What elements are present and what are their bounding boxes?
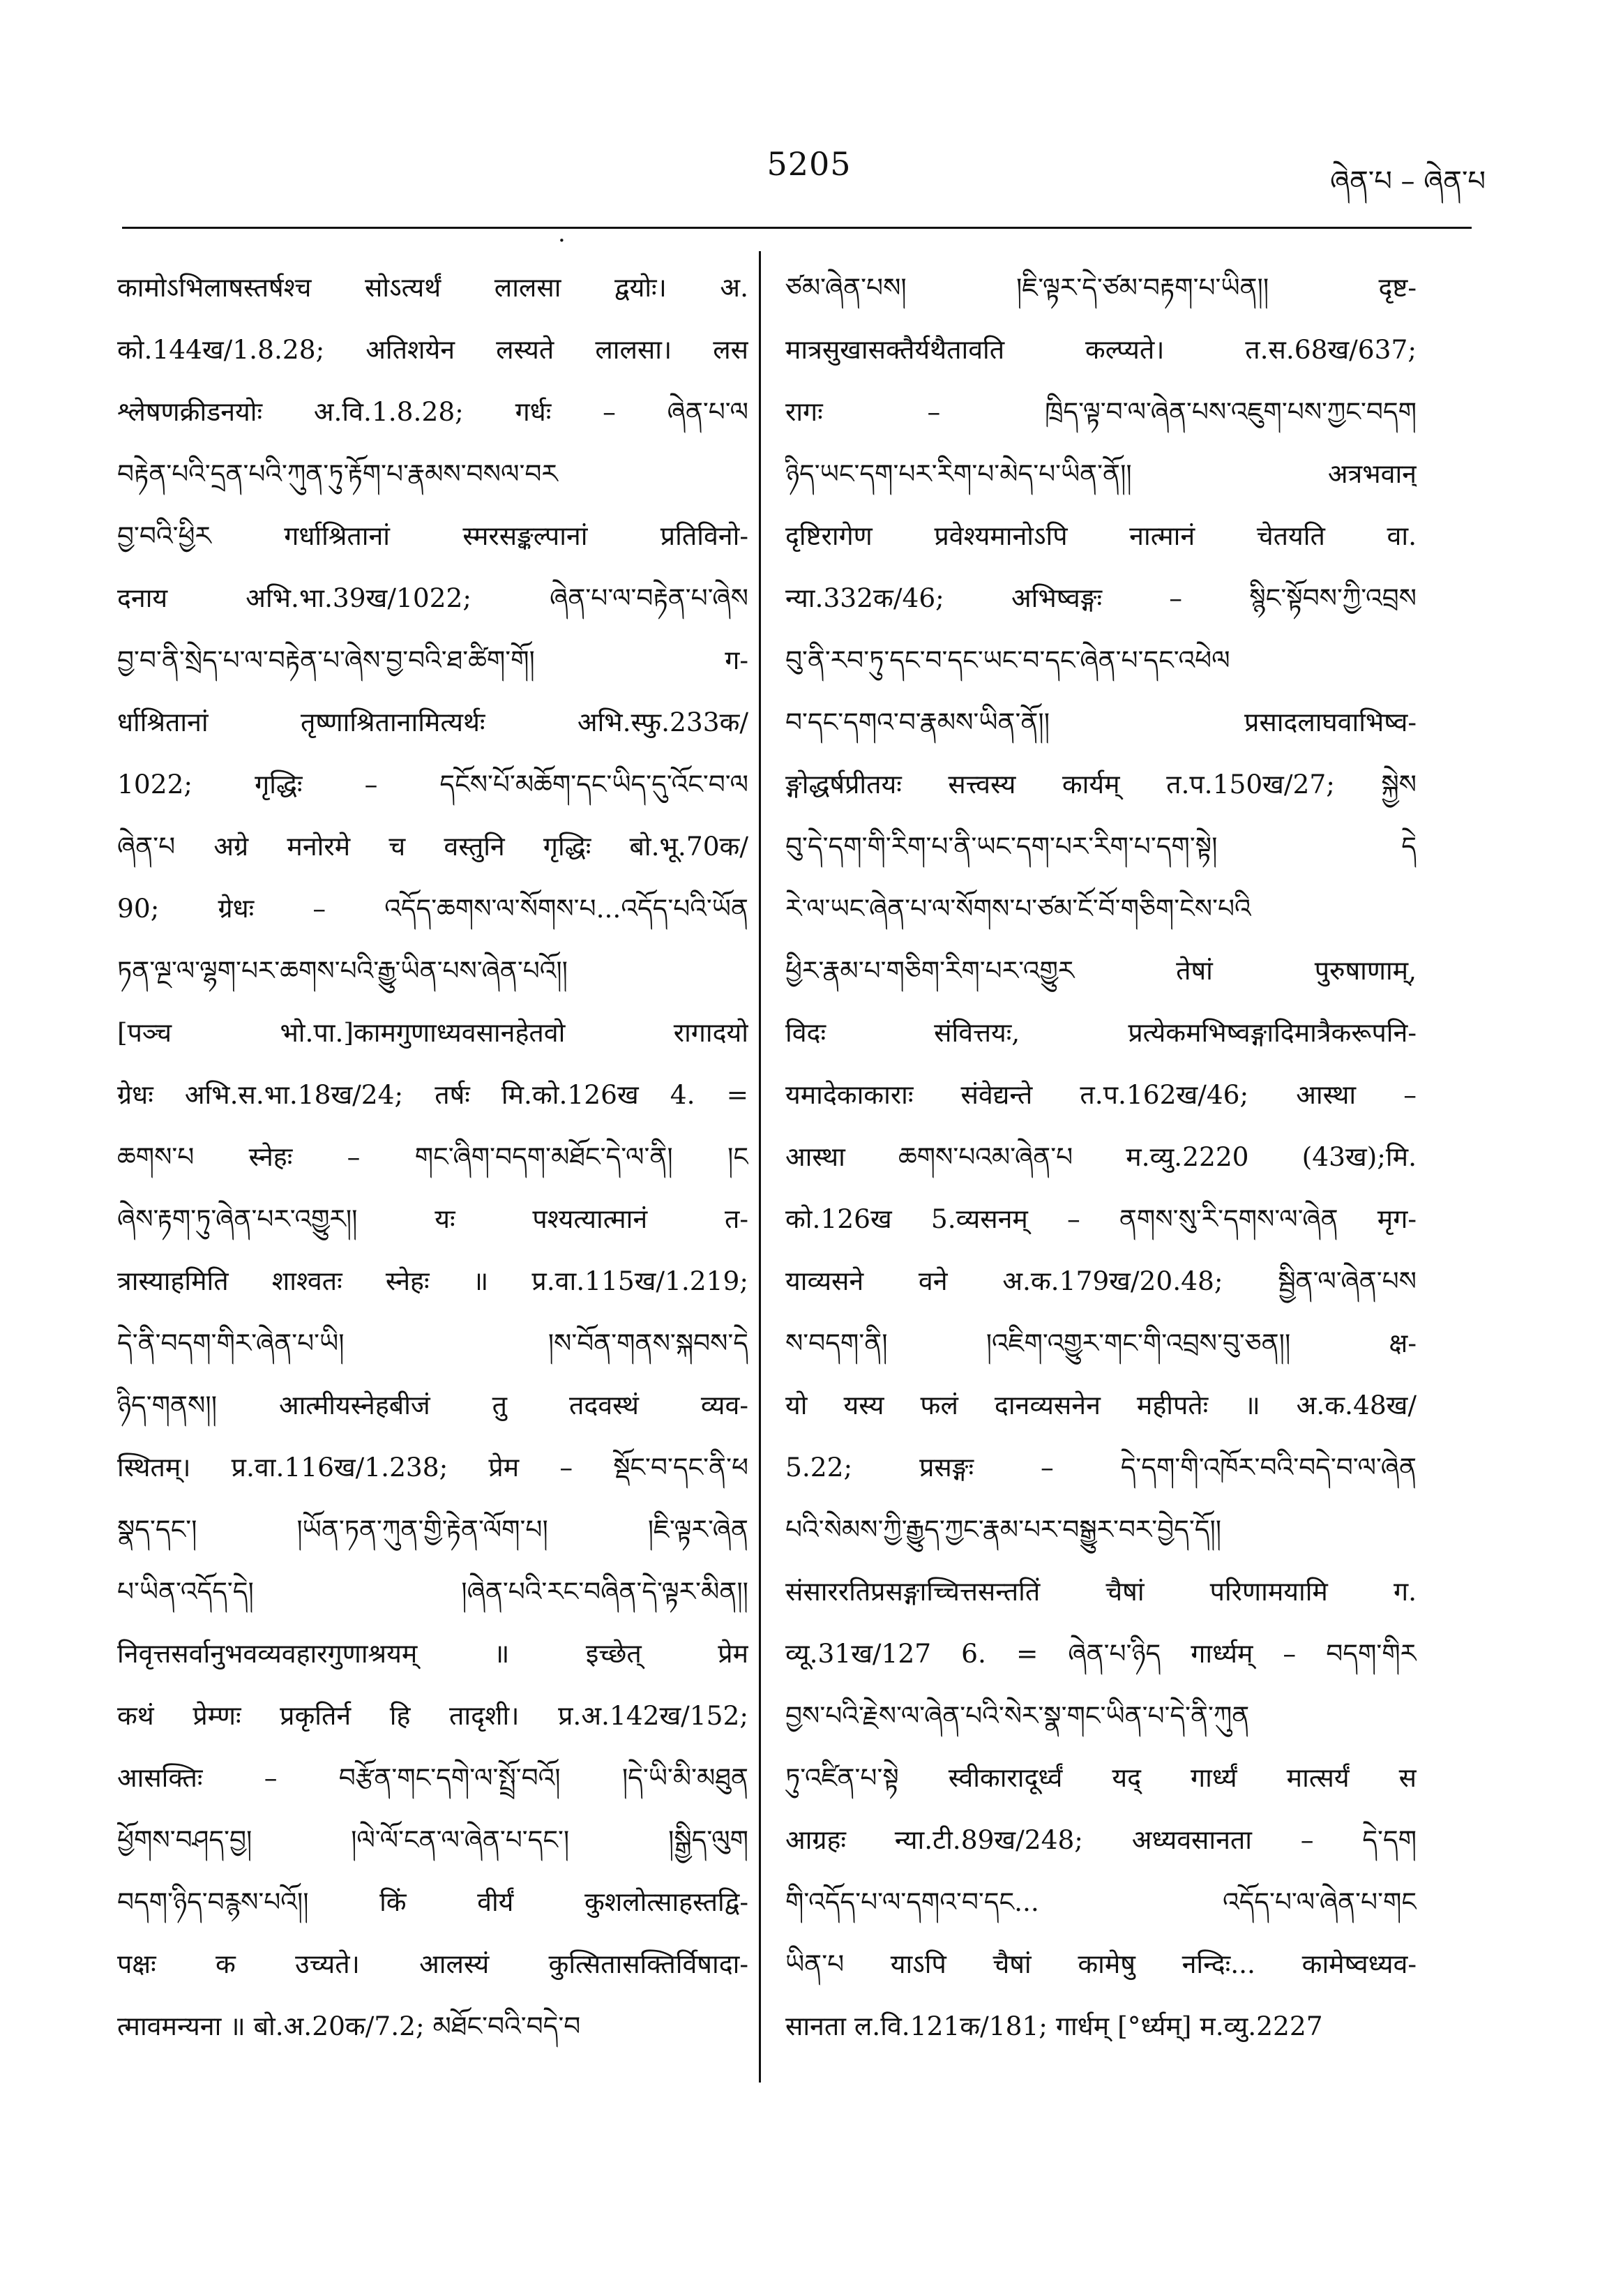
text-line: व्यू.31ख/127 6. = ཞེན་པ་ཉིད गार्ध्यम् – བདག་གིར <box>785 1638 1417 1669</box>
text-line: རེ་ལ་ཡང་ཞེན་པ་ལ་སོགས་པ་ཙམ་ངོ་བོ་གཅིག་ངེས་པའི <box>785 893 1251 924</box>
text-line: ङ्गोद्धर्षप्रीतयः सत्त्वस्य कार्यम् त.प.150ख/27; སྐྱེས <box>785 769 1417 800</box>
text-line: दृष्टिरागेण प्रवेश्यमानोऽपि नात्मानं चेतयति वा. <box>785 520 1417 551</box>
text-line: ཞེས་རྟག་ཏུ་ཞེན་པར་འགྱུར།། यः पश्यत्यात्मानं त- <box>117 1203 748 1234</box>
text-line: 1022; गृद्धिः – དངོས་པོ་མཆོག་དང་ཡིད་དུ་འོང་བ་ལ <box>117 769 748 800</box>
text-line: त्मावमन्यना ॥ बो.अ.20क/7.2; མཐོང་བའི་བདེ་བ <box>117 2011 581 2041</box>
text-line: 90; ग्रेधः – འདོད་ཆགས་ལ་སོགས་པ...འདོད་པའི་ཡོན <box>117 893 748 924</box>
text-line: དེ་ནི་བདག་གིར་ཞེན་པ་ཡི། །ས་བོན་གནས་སྐབས་དེ <box>117 1328 748 1358</box>
running-head: ཞེན་པ – ཞེན་པ <box>1330 165 1486 197</box>
text-line: पक्षः क उच्यते। आलस्यं कुत्सितासक्तिर्विषादा- <box>117 1949 748 1979</box>
text-line: བདག་ཉིད་བརྙས་པའོ།། किं वीर्यं कुशलोत्साहस्तद्वि- <box>117 1886 748 1917</box>
text-line: གི་འདོད་པ་ལ་དགའ་བ་དང... འདོད་པ་ལ་ཞེན་པ་གང <box>785 1886 1417 1917</box>
text-line: བརྟེན་པའི་དྲན་པའི་ཀུན་ཏུ་རྟོག་པ་རྣམས་བསལ་བར <box>117 458 558 489</box>
text-line: याव्यसने वने अ.क.179ख/20.48; སྦྱིན་ལ་ཞེན་པས <box>785 1266 1417 1296</box>
text-line: ཆགས་པ स्नेहः – གང་ཞིག་བདག་མཐོང་དེ་ལ་ནི། །ང <box>117 1141 748 1172</box>
text-line: यमादेकाकाराः संवेद्यन्ते त.प.162ख/46; आस्था – <box>785 1079 1417 1110</box>
column-divider <box>759 251 761 2083</box>
text-line: ཕྱིར་རྣམ་པ་གཅིག་རིག་པར་འགྱུར तेषां पुरुषाणाम्, <box>785 955 1417 986</box>
text-line: विदः संवित्तयः, प्रत्येकमभिष्वङ्गादिमात्रैकरूपनि- <box>785 1017 1417 1048</box>
text-line: आस्था ཆགས་པའམ་ཞེན་པ म.व्यु.2220 (43ख);मि. <box>785 1141 1417 1172</box>
text-line: यो यस्य फलं दानव्यसनेन महीपतेः ॥ अ.क.48ख/ <box>785 1390 1417 1420</box>
text-line: आग्रहः न्या.टी.89ख/248; अध्यवसानता – དེ་དག <box>785 1824 1417 1855</box>
stray-dot: · <box>558 227 566 255</box>
text-line: ཉིད་ཡང་དག་པར་རིག་པ་མེད་པ་ཡིན་ནོ།། अत्रभवान् <box>785 458 1417 489</box>
text-line: ཞེན་པ अग्रे मनोरमे च वस्तुनि गृद्धिः बो.भू.70क/ <box>117 831 748 862</box>
text-line: ཏན་ལྔ་ལ་ལྷག་པར་ཆགས་པའི་རྒྱུ་ཡིན་པས་ཞེན་པའོ།། <box>117 955 568 986</box>
text-line: 5.22; प्रसङ्गः – དེ་དག་གི་འཁོར་བའི་བདེ་བ་ལ་ཞེན <box>785 1452 1417 1483</box>
left-column <box>117 257 748 2057</box>
text-line: ग्रेधः अभि.स.भा.18ख/24; तर्षः मि.को.126ख 4. = <box>117 1079 748 1110</box>
text-line: [पञ्च भो.पा.]कामगुणाध्यवसानहेतवो रागादयो <box>117 1017 748 1048</box>
text-line: कामोऽभिलाषस्तर्षश्च सोऽत्यर्थं लालसा द्वयोः। अ. <box>117 272 748 303</box>
text-line: दनाय अभि.भा.39ख/1022; ཞེན་པ་ལ་བརྟེན་པ་ཞེས <box>117 583 748 613</box>
text-line: བྱས་པའི་རྗེས་ལ་ཞེན་པའི་སེར་སྣ་གང་ཡིན་པ་དེ་ནི་ཀུན <box>785 1700 1250 1731</box>
text-line: न्या.332क/46; अभिष्वङ्गः – སྙིང་སྟོབས་ཀྱི་འབྲས <box>785 583 1417 613</box>
text-line: सानता ल.वि.121क/181; गार्धम् [°र्ध्यम्] म.व्यु.2227 <box>785 2011 1323 2041</box>
text-line: मात्रसुखासक्तैर्यथैतावति कल्प्यते। त.स.68ख/637; <box>785 334 1417 365</box>
text-line: आसक्तिः – བརྩོན་གང་དགེ་ལ་སྤྲོ་བའོ། །དེ་ཡི་མི་མཐུན <box>117 1762 748 1793</box>
text-line: श्लेषणक्रीडनयोः अ.वि.1.8.28; गर्धः – ཞེན་པ་ལ <box>117 396 748 427</box>
text-line: ས་བདག་ནི། །འཇིག་འགྱུར་གང་གི་འབྲས་བུ་ཅན།། क्ष- <box>785 1328 1417 1358</box>
header-rule <box>122 227 1472 229</box>
right-column <box>785 257 1417 2057</box>
text-line: བུ་ནི་རབ་ཏུ་དང་བ་དང་ཡང་བ་དང་ཞེན་པ་དང་འཕེལ <box>785 645 1230 675</box>
text-line: ཕྱོགས་བཤད་བྱ། །ལེ་ལོ་ངན་ལ་ཞེན་པ་དང་། །སྒྱིད་ལུག <box>117 1824 748 1855</box>
text-line: कथं प्रेम्णः प्रकृतिर्न हि तादृशी। प्र.अ.142ख/152; <box>117 1700 748 1731</box>
text-line: को.144ख/1.8.28; अतिशयेन लस्यते लालसा। लस <box>117 334 748 365</box>
text-line: ཏུ་འཛིན་པ་སྟེ स्वीकारादूर्ध्वं यद् गार्ध्यं मात्सर्यं स <box>785 1762 1417 1793</box>
text-line: त्रास्याहमिति शाश्वतः स्नेहः ॥ प्र.वा.115ख/1.219; <box>117 1266 748 1296</box>
text-line: བ་དང་དགའ་བ་རྣམས་ཡིན་ནོ།། प्रसादलाघवाभिष्व- <box>785 707 1417 737</box>
text-line: ཙམ་ཞེན་པས། །ཇི་ལྟར་དེ་ཙམ་བརྟག་པ་ཡིན།། दृष्ट- <box>785 272 1417 303</box>
text-line: संसाररतिप्रसङ्गाच्चित्तसन्ततिं चैषां परिणामयामि ग. <box>785 1576 1417 1607</box>
text-line: བྱ་བའི་ཕྱིར गर्धाश्रितानां स्मरसङ्कल्पानां प्रतिविनो- <box>117 520 748 551</box>
text-line: ཉིད་གནས།། आत्मीयस्नेहबीजं तु तदवस्थं व्यव- <box>117 1390 748 1420</box>
text-line: སྣད་དང་། །ཡོན་ཏན་ཀུན་གྱི་རྟེན་ལོག་པ། །ཇི་ལྟར་ཞེན <box>117 1514 748 1545</box>
text-line: བྱ་བ་ནི་སྲེད་པ་ལ་བརྟེན་པ་ཞེས་བྱ་བའི་ཐ་ཚིག་གོ། ग- <box>117 645 748 675</box>
text-line: निवृत्तसर्वानुभवव्यवहारगुणाश्रयम् ॥ इच्छेत् प्रेम <box>117 1638 748 1669</box>
text-line: र्धाश्रितानां तृष्णाश्रितानामित्यर्थः अभि.स्फु.233क/ <box>117 707 748 737</box>
page-number: 5205 <box>767 145 852 183</box>
text-line: པའི་སེམས་ཀྱི་རྒྱུད་ཀྱང་རྣམ་པར་བསྒྱུར་བར་བྱེད་དོ།། <box>785 1514 1222 1545</box>
text-line: रागः – ཁྲིད་ལྟ་བ་ལ་ཞེན་པས་འཇུག་པས་ཀྱང་བདག <box>785 396 1417 427</box>
text-line: བུ་དེ་དག་གི་རིག་པ་ནི་ཡང་དག་པར་རིག་པ་དག་སྟེ། དེ <box>785 831 1417 862</box>
text-line: ཡིན་པ याऽपि चैषां कामेषु नन्दिः... कामेष्वध्यव- <box>785 1949 1417 1979</box>
text-line: स्थितम्। प्र.वा.116ख/1.238; प्रेम – སྡོང་བ་དང་ནི་ཕ <box>117 1452 748 1483</box>
text-line: को.126ख 5.व्यसनम् – ནགས་སུ་རི་དགས་ལ་ཞེན मृग- <box>785 1203 1417 1234</box>
text-line: པ་ཡིན་འདོད་དེ། །ཞེན་པའི་རང་བཞིན་དེ་ལྟར་མིན།། <box>117 1576 748 1607</box>
